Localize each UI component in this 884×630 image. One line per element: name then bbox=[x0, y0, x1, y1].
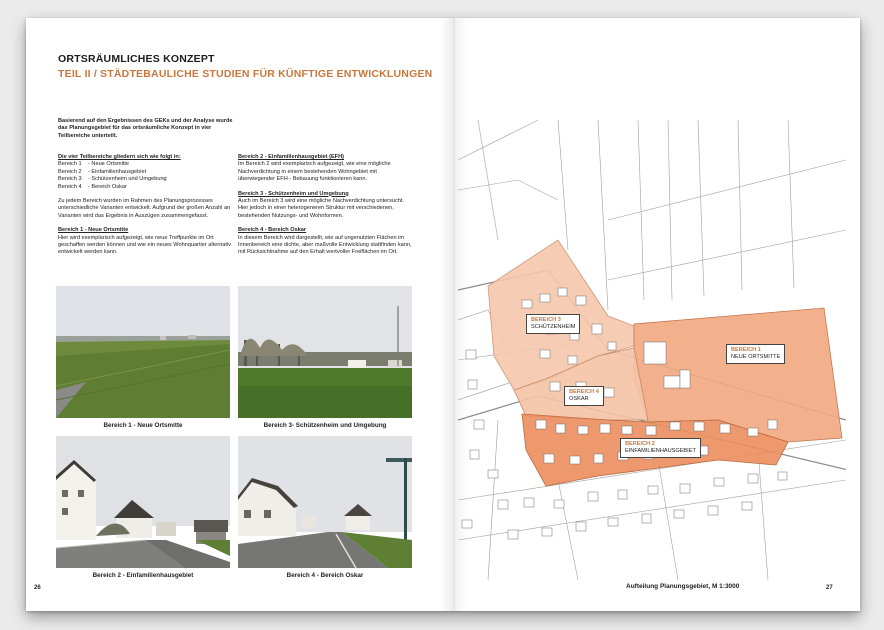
map-label-bereich-3: BEREICH 3 SCHÜTZENHEIM bbox=[526, 314, 580, 334]
book-spread bbox=[26, 18, 860, 611]
page-number-left: 26 bbox=[34, 585, 41, 591]
list-item: Bereich 4 - Bereich Oskar bbox=[58, 183, 127, 190]
text-column-left bbox=[58, 154, 234, 257]
area-list bbox=[58, 161, 234, 191]
site-map bbox=[458, 120, 846, 580]
photo-caption: Bereich 2 - Einfamilienhausgebiet bbox=[92, 572, 194, 579]
list-item: Bereich 1 - Neue Ortsmitte bbox=[58, 161, 130, 168]
map-label-bereich-1: BEREICH 1 NEUE ORTSMITTE bbox=[726, 344, 785, 364]
page-title: ORTSRÄUMLICHES KONZEPT bbox=[58, 53, 215, 65]
map-label-bereich-4: BEREICH 4 OSKAR bbox=[564, 386, 604, 406]
page-number-right: 27 bbox=[826, 585, 833, 591]
map-caption: Aufteilung Planungsgebiet, M 1:3000 bbox=[626, 583, 740, 590]
section-text: Hier wird exemplarisch aufgezeigt, wie neue Treffpunkte im Ort geschaffen werden können und wie ein neues Wohnquartier alternativ entwickelt werden kann. bbox=[58, 234, 232, 256]
list-item: Bereich 3 - Schützenheim und Umgebung bbox=[58, 176, 167, 183]
photo-bereich-oskar bbox=[238, 436, 412, 568]
text-column-right bbox=[238, 154, 414, 257]
photo-neue-ortsmitte bbox=[56, 286, 230, 418]
photo-einfamilienhausgebiet bbox=[56, 436, 230, 568]
photo-caption: Bereich 1 - Neue Ortsmitte bbox=[103, 422, 183, 429]
list-heading: Die vier Teilbereiche gliedern sich wie folgt in: bbox=[58, 154, 181, 160]
section-text: Auch im Bereich 3 wird eine mögliche Nachverdichtung untersucht. Hier jedoch in einer heterogeneren Struktur mit verschiedenen, bestehenden Nutzungs- und Wohnformen. bbox=[238, 198, 405, 219]
variants-paragraph: Zu jedem Bereich wurden im Rahmen des Planungsprozesses unterschiedliche Varianten entwickelt. Aufgrund der großen Anzahl an Varianten wird das Ergebnis in Auszügen zusammengefasst. bbox=[58, 198, 231, 219]
intro-paragraph: Basierend auf den Ergebnissen des GEKs und der Analyse wurde das Planungsgebiet für das ortsräumliche Konzept in vier Teilbereiche unterteilt. bbox=[58, 118, 233, 139]
section-heading: Bereich 4 - Bereich Oskar bbox=[238, 227, 307, 234]
list-item: Bereich 2 - Einfamilienhausgebiet bbox=[58, 168, 147, 175]
map-label-bereich-2: BEREICH 2 EINFAMILIENHAUSGEBIET bbox=[620, 438, 701, 458]
photo-caption: Bereich 3- Schützenheim und Umgebung bbox=[263, 422, 387, 429]
section-heading: Bereich 3 - Schützenheim und Umgebung bbox=[238, 190, 349, 197]
photo-schuetzenheim bbox=[238, 286, 412, 418]
section-heading: Bereich 2 - Einfamilienhausgebiet (EFH) bbox=[238, 154, 344, 160]
section-text: In diesem Bereich wird dargestellt, wie auf ungenutzten Flächen im Innenbereich eine dichte, aber maßvolle Entwicklung stattfinden kann, mit Rücksichtnahme auf den Erhalt wertvoller Freiflächen im Ort. bbox=[238, 234, 412, 256]
section-text: Im Bereich 2 wird exemplarisch aufgezeigt, wie eine mögliche Nachverdichtung in einem bestehenden Wohngebiet mit überwiegender EFH - Bebauung funktionieren kann. bbox=[238, 161, 391, 183]
section-heading: Bereich 1 - Neue Ortsmitte bbox=[58, 227, 129, 234]
page-subtitle: TEIL II / STÄDTEBAULICHE STUDIEN FÜR KÜNFTIGE ENTWICKLUNGEN bbox=[58, 68, 433, 80]
photo-caption: Bereich 4 - Bereich Oskar bbox=[286, 572, 364, 579]
